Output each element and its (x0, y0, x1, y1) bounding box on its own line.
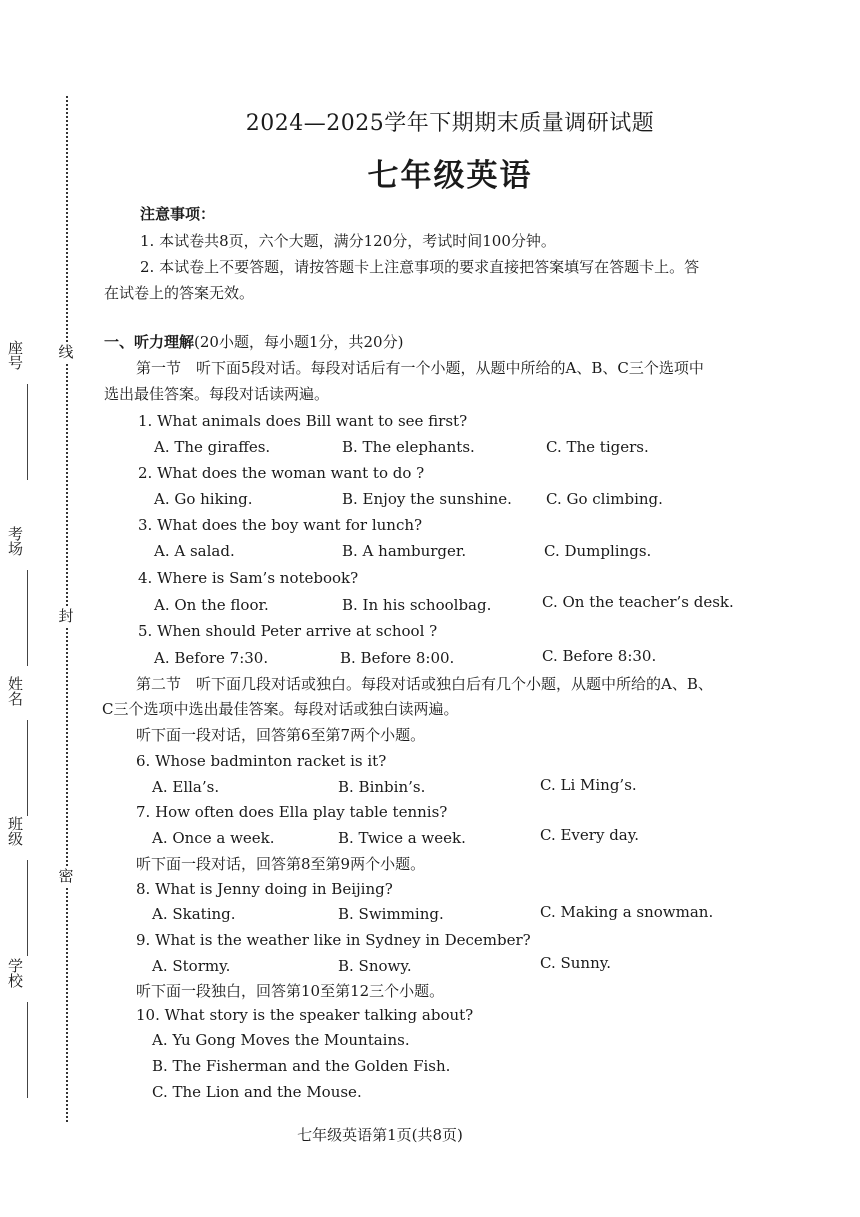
question-4: 4. Where is Sam’s notebook? (138, 569, 359, 587)
exam-room-field (0, 526, 34, 676)
school-blank (27, 1002, 28, 1098)
seal-char-line: 线 (56, 342, 76, 362)
question-3: 3. What does the boy want for lunch? (138, 516, 423, 534)
seal-char-seal: 封 (56, 606, 76, 626)
question-8-option-a: A. Skating. (152, 905, 236, 923)
exam-title: 2024—2025学年下期期末质量调研试题 (245, 111, 655, 136)
question-8-option-c: C. Making a snowman. (540, 903, 714, 921)
question-4-option-b: B. In his schoolbag. (342, 596, 492, 614)
question-4-option-a: A. On the floor. (154, 596, 269, 614)
question-7: 7. How often does Ella play table tennis? (136, 803, 448, 821)
notice-item-1: 1. 本试卷共8页，六个大题，满分120分，考试时间100分钟。 (140, 232, 556, 250)
page-footer: 七年级英语第1页(共8页) (297, 1126, 463, 1144)
question-7-option-a: A. Once a week. (152, 829, 275, 847)
school-field (0, 958, 34, 1108)
question-10-option-a: A. Yu Gong Moves the Mountains. (152, 1031, 410, 1049)
question-10: 10. What story is the speaker talking about? (136, 1006, 474, 1024)
question-5: 5. When should Peter arrive at school ? (138, 622, 438, 640)
question-9: 9. What is the weather like in Sydney in December? (136, 931, 531, 949)
question-2-option-b: B. Enjoy the sunshine. (342, 490, 512, 508)
class-label: 班级 (6, 816, 24, 846)
question-10-option-c: C. The Lion and the Mouse. (152, 1083, 362, 1101)
part-1-instruction-line-1: 第一节 听下面5段对话。每段对话后有一个小题，从题中所给的A、B、C三个选项中 (136, 359, 704, 377)
question-9-option-c: C. Sunny. (540, 954, 611, 972)
question-6-option-b: B. Binbin’s. (338, 778, 426, 796)
question-6-option-c: C. Li Ming’s. (540, 776, 637, 794)
class-blank (27, 860, 28, 956)
question-7-option-b: B. Twice a week. (338, 829, 466, 847)
seal-char-secret: 密 (56, 866, 76, 886)
instruction-q10-q12: 听下面一段独白，回答第10至第12三个小题。 (136, 982, 445, 1000)
question-10-option-b: B. The Fisherman and the Golden Fish. (152, 1057, 451, 1075)
instruction-q8-q9: 听下面一段对话，回答第8至第9两个小题。 (136, 855, 426, 873)
question-7-option-c: C. Every day. (540, 826, 639, 844)
class-field (0, 816, 34, 966)
question-4-option-c: C. On the teacher’s desk. (542, 593, 734, 611)
question-5-option-c: C. Before 8:30. (542, 647, 657, 665)
question-3-option-a: A. A salad. (154, 542, 235, 560)
name-label: 姓名 (6, 676, 24, 706)
part-2-instruction-line-2: C三个选项中选出最佳答案。每段对话或独白读两遍。 (102, 700, 459, 718)
question-2: 2. What does the woman want to do ? (138, 464, 425, 482)
question-9-option-b: B. Snowy. (338, 957, 412, 975)
question-1-option-a: A. The giraffes. (154, 438, 271, 456)
part-1-instruction-line-2: 选出最佳答案。每段对话读两遍。 (104, 385, 330, 403)
question-9-option-a: A. Stormy. (152, 957, 231, 975)
notice-item-2-line-2: 在试卷上的答案无效。 (104, 284, 255, 302)
section-1-heading (104, 332, 403, 352)
question-1-option-c: C. The tigers. (546, 438, 649, 456)
school-label: 学校 (6, 958, 24, 988)
name-field (0, 676, 34, 826)
part-2-instruction-line-1: 第二节 听下面几段对话或独白。每段对话或独白后有几个小题，从题中所给的A、B、 (136, 675, 713, 693)
seat-number-label: 座号 (6, 340, 24, 370)
question-1-option-b: B. The elephants. (342, 438, 475, 456)
question-6: 6. Whose badminton racket is it? (136, 752, 387, 770)
section-1-score-note: (20小题，每小题1分，共20分) (194, 333, 404, 351)
exam-subject: 七年级英语 (367, 158, 533, 194)
instruction-q6-q7: 听下面一段对话，回答第6至第7两个小题。 (136, 726, 426, 744)
question-1: 1. What animals does Bill want to see first? (138, 412, 468, 430)
question-8: 8. What is Jenny doing in Beijing? (136, 880, 393, 898)
question-6-option-a: A. Ella’s. (152, 778, 220, 796)
seat-number-field (0, 340, 34, 490)
question-3-option-b: B. A hamburger. (342, 542, 467, 560)
exam-room-blank (27, 570, 28, 666)
binding-margin (0, 0, 90, 1217)
question-3-option-c: C. Dumplings. (544, 542, 652, 560)
question-8-option-b: B. Swimming. (338, 905, 444, 923)
question-2-option-c: C. Go climbing. (546, 490, 663, 508)
section-1-title: 一、听力理解 (104, 333, 195, 351)
notice-item-2-line-1: 2. 本试卷上不要答题，请按答题卡上注意事项的要求直接把答案填写在答题卡上。答 (140, 258, 700, 276)
seat-number-blank (27, 384, 28, 480)
question-5-option-a: A. Before 7:30. (154, 649, 269, 667)
exam-room-label: 考场 (6, 526, 24, 556)
question-2-option-a: A. Go hiking. (154, 490, 253, 508)
name-blank (27, 720, 28, 816)
notice-heading: 注意事项： (140, 205, 216, 223)
question-5-option-b: B. Before 8:00. (340, 649, 455, 667)
